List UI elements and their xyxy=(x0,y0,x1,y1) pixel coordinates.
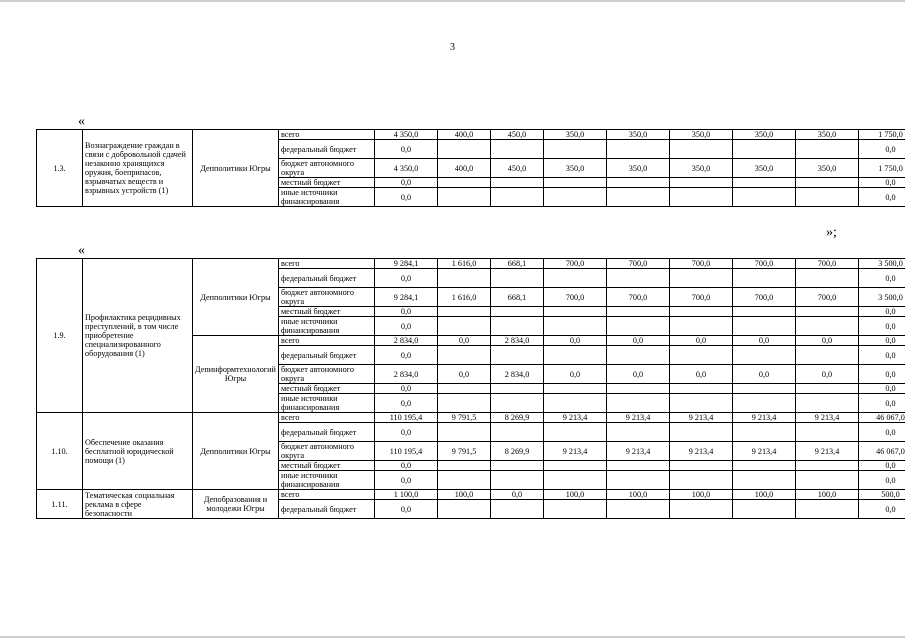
value-cell xyxy=(670,500,733,519)
funding-source-cell: бюджет автономного округа xyxy=(279,442,375,461)
funding-source-cell: бюджет автономного округа xyxy=(279,365,375,384)
value-cell: 0,0 xyxy=(375,346,438,365)
value-cell: 100,0 xyxy=(607,490,670,500)
value-cell xyxy=(544,307,607,317)
funding-source-cell: федеральный бюджет xyxy=(279,346,375,365)
value-cell-total: 0,0 xyxy=(859,140,905,159)
funding-source-cell: всего xyxy=(279,130,375,140)
value-cell: 9 213,4 xyxy=(670,413,733,423)
value-cell xyxy=(670,423,733,442)
responsible-executor: Депобразования и молодежи Югры xyxy=(193,490,279,519)
value-cell xyxy=(544,317,607,336)
value-cell: 700,0 xyxy=(796,259,859,269)
value-cell: 0,0 xyxy=(375,461,438,471)
value-cell: 100,0 xyxy=(733,490,796,500)
value-cell: 9 791,5 xyxy=(438,413,491,423)
value-cell: 110 195,4 xyxy=(375,442,438,461)
value-cell: 4 350,0 xyxy=(375,159,438,178)
value-cell xyxy=(491,471,544,490)
funding-source-cell: федеральный бюджет xyxy=(279,423,375,442)
quote-open-2: « xyxy=(78,243,85,258)
value-cell xyxy=(438,188,491,207)
value-cell: 350,0 xyxy=(733,159,796,178)
measure-name: Тематическая социальная реклама в сфере безопасности xyxy=(83,490,193,519)
value-cell: 100,0 xyxy=(670,490,733,500)
value-cell xyxy=(607,307,670,317)
value-cell: 0,0 xyxy=(375,500,438,519)
value-cell xyxy=(438,178,491,188)
value-cell xyxy=(733,317,796,336)
value-cell: 450,0 xyxy=(491,130,544,140)
table-row xyxy=(37,130,905,140)
measure-name: Профилактика рецидивных преступлений, в том числе приобретение специализированного оборудования (1) xyxy=(83,259,193,413)
value-cell: 350,0 xyxy=(670,130,733,140)
value-cell xyxy=(607,471,670,490)
value-cell xyxy=(438,384,491,394)
value-cell: 2 834,0 xyxy=(491,365,544,384)
table-row xyxy=(37,490,905,500)
table-row xyxy=(37,413,905,423)
table-block-1 xyxy=(36,129,905,207)
value-cell: 350,0 xyxy=(670,159,733,178)
value-cell xyxy=(796,384,859,394)
funding-source-cell: всего xyxy=(279,413,375,423)
value-cell-total: 0,0 xyxy=(859,336,905,346)
funding-source-cell: федеральный бюджет xyxy=(279,500,375,519)
value-cell xyxy=(438,394,491,413)
value-cell xyxy=(796,307,859,317)
value-cell: 0,0 xyxy=(733,336,796,346)
value-cell: 110 195,4 xyxy=(375,413,438,423)
value-cell-total: 0,0 xyxy=(859,178,905,188)
value-cell: 400,0 xyxy=(438,130,491,140)
value-cell xyxy=(670,140,733,159)
value-cell: 0,0 xyxy=(375,188,438,207)
value-cell-total: 0,0 xyxy=(859,365,905,384)
value-cell: 1 100,0 xyxy=(375,490,438,500)
value-cell xyxy=(544,178,607,188)
funding-source-cell: местный бюджет xyxy=(279,307,375,317)
measure-name: Вознаграждение граждан в связи с добровольной сдачей незаконно хранящихся оружия, боеприпасов, взрывчатых веществ и взрывных устройств (1) xyxy=(83,130,193,207)
value-cell: 4 350,0 xyxy=(375,130,438,140)
value-cell xyxy=(438,140,491,159)
value-cell: 400,0 xyxy=(438,159,491,178)
value-cell xyxy=(670,188,733,207)
value-cell: 700,0 xyxy=(544,259,607,269)
measure-name: Обеспечение оказания бесплатной юридической помощи (1) xyxy=(83,413,193,490)
value-cell-total: 1 750,0 xyxy=(859,159,905,178)
value-cell-total: 1 750,0 xyxy=(859,130,905,140)
value-cell xyxy=(796,178,859,188)
value-cell xyxy=(544,269,607,288)
value-cell: 9 213,4 xyxy=(796,413,859,423)
value-cell xyxy=(733,471,796,490)
funding-source-cell: всего xyxy=(279,490,375,500)
value-cell xyxy=(544,500,607,519)
table-block-2 xyxy=(36,258,905,519)
value-cell: 0,0 xyxy=(375,423,438,442)
value-cell xyxy=(607,178,670,188)
funding-source-cell: местный бюджет xyxy=(279,461,375,471)
value-cell: 668,1 xyxy=(491,288,544,307)
value-cell xyxy=(491,394,544,413)
value-cell-total: 0,0 xyxy=(859,317,905,336)
value-cell xyxy=(670,384,733,394)
value-cell: 9 213,4 xyxy=(796,442,859,461)
value-cell: 350,0 xyxy=(544,130,607,140)
value-cell-total: 500,0 xyxy=(859,490,905,500)
row-number: 1.10. xyxy=(37,413,83,490)
value-cell xyxy=(733,394,796,413)
value-cell: 9 213,4 xyxy=(733,413,796,423)
funding-source-cell: бюджет автономного округа xyxy=(279,288,375,307)
value-cell xyxy=(733,423,796,442)
value-cell: 0,0 xyxy=(796,365,859,384)
value-cell: 0,0 xyxy=(544,365,607,384)
value-cell xyxy=(438,346,491,365)
value-cell-total: 0,0 xyxy=(859,384,905,394)
bottom-scan-edge xyxy=(0,636,905,638)
value-cell xyxy=(607,346,670,365)
value-cell-total: 46 067,0 xyxy=(859,442,905,461)
value-cell xyxy=(670,394,733,413)
value-cell xyxy=(544,471,607,490)
value-cell xyxy=(733,178,796,188)
funding-source-cell: всего xyxy=(279,336,375,346)
value-cell-total: 0,0 xyxy=(859,423,905,442)
value-cell: 700,0 xyxy=(670,259,733,269)
funding-source-cell: иные источники финансирования xyxy=(279,471,375,490)
value-cell xyxy=(438,500,491,519)
value-cell-total: 0,0 xyxy=(859,471,905,490)
value-cell: 0,0 xyxy=(544,336,607,346)
value-cell-total: 3 500,0 xyxy=(859,259,905,269)
value-cell: 9 213,4 xyxy=(733,442,796,461)
value-cell: 2 834,0 xyxy=(375,365,438,384)
value-cell: 450,0 xyxy=(491,159,544,178)
value-cell xyxy=(733,346,796,365)
value-cell xyxy=(796,500,859,519)
row-number: 1.11. xyxy=(37,490,83,519)
value-cell xyxy=(733,500,796,519)
value-cell xyxy=(544,140,607,159)
value-cell: 0,0 xyxy=(375,394,438,413)
value-cell xyxy=(670,307,733,317)
value-cell-total: 0,0 xyxy=(859,188,905,207)
value-cell: 100,0 xyxy=(544,490,607,500)
responsible-executor: Депполитики Югры xyxy=(193,130,279,207)
value-cell: 350,0 xyxy=(544,159,607,178)
value-cell: 8 269,9 xyxy=(491,442,544,461)
value-cell xyxy=(438,423,491,442)
value-cell: 0,0 xyxy=(670,365,733,384)
responsible-executor: Депполитики Югры xyxy=(193,259,279,336)
value-cell: 0,0 xyxy=(607,365,670,384)
value-cell xyxy=(733,140,796,159)
value-cell: 350,0 xyxy=(733,130,796,140)
value-cell xyxy=(796,346,859,365)
value-cell: 350,0 xyxy=(607,159,670,178)
value-cell: 2 834,0 xyxy=(375,336,438,346)
value-cell: 0,0 xyxy=(733,365,796,384)
value-cell: 9 213,4 xyxy=(670,442,733,461)
funding-source-cell: иные источники финансирования xyxy=(279,317,375,336)
value-cell: 700,0 xyxy=(796,288,859,307)
value-cell xyxy=(491,307,544,317)
value-cell: 0,0 xyxy=(375,178,438,188)
value-cell: 1 616,0 xyxy=(438,288,491,307)
funding-source-cell: иные источники финансирования xyxy=(279,188,375,207)
value-cell xyxy=(544,384,607,394)
value-cell-total: 0,0 xyxy=(859,500,905,519)
value-cell xyxy=(491,317,544,336)
page-number: 3 xyxy=(450,42,455,53)
value-cell xyxy=(670,471,733,490)
value-cell-total: 46 067,0 xyxy=(859,413,905,423)
value-cell: 0,0 xyxy=(375,140,438,159)
responsible-executor: Депинформтехнологий Югры xyxy=(193,336,279,413)
value-cell xyxy=(796,471,859,490)
value-cell: 0,0 xyxy=(375,471,438,490)
value-cell xyxy=(438,471,491,490)
value-cell: 700,0 xyxy=(544,288,607,307)
value-cell xyxy=(607,269,670,288)
value-cell xyxy=(670,269,733,288)
value-cell: 0,0 xyxy=(375,317,438,336)
value-cell xyxy=(670,461,733,471)
funding-source-cell: федеральный бюджет xyxy=(279,269,375,288)
funding-source-cell: федеральный бюджет xyxy=(279,140,375,159)
value-cell: 0,0 xyxy=(796,336,859,346)
value-cell xyxy=(607,423,670,442)
value-cell: 350,0 xyxy=(607,130,670,140)
value-cell: 350,0 xyxy=(796,159,859,178)
value-cell xyxy=(733,307,796,317)
funding-source-cell: всего xyxy=(279,259,375,269)
value-cell: 0,0 xyxy=(438,336,491,346)
value-cell xyxy=(607,500,670,519)
value-cell xyxy=(607,461,670,471)
value-cell xyxy=(607,188,670,207)
funding-source-cell: бюджет автономного округа xyxy=(279,159,375,178)
value-cell: 100,0 xyxy=(796,490,859,500)
value-cell xyxy=(670,178,733,188)
value-cell xyxy=(796,461,859,471)
value-cell xyxy=(733,384,796,394)
funding-source-cell: местный бюджет xyxy=(279,178,375,188)
value-cell xyxy=(607,394,670,413)
value-cell xyxy=(438,317,491,336)
value-cell-total: 3 500,0 xyxy=(859,288,905,307)
table-row xyxy=(37,259,905,269)
row-number: 1.3. xyxy=(37,130,83,207)
value-cell: 1 616,0 xyxy=(438,259,491,269)
value-cell: 8 269,9 xyxy=(491,413,544,423)
value-cell: 9 284,1 xyxy=(375,288,438,307)
value-cell xyxy=(491,188,544,207)
funding-source-cell: иные источники финансирования xyxy=(279,394,375,413)
value-cell xyxy=(491,178,544,188)
value-cell xyxy=(438,269,491,288)
value-cell xyxy=(544,394,607,413)
value-cell xyxy=(796,269,859,288)
value-cell: 0,0 xyxy=(375,307,438,317)
value-cell-total: 0,0 xyxy=(859,394,905,413)
value-cell-total: 0,0 xyxy=(859,307,905,317)
top-scan-edge xyxy=(0,0,905,2)
value-cell xyxy=(733,461,796,471)
value-cell: 700,0 xyxy=(607,288,670,307)
value-cell: 700,0 xyxy=(670,288,733,307)
value-cell: 9 284,1 xyxy=(375,259,438,269)
value-cell: 2 834,0 xyxy=(491,336,544,346)
value-cell xyxy=(491,423,544,442)
value-cell xyxy=(491,140,544,159)
value-cell xyxy=(491,346,544,365)
value-cell xyxy=(544,188,607,207)
value-cell: 100,0 xyxy=(438,490,491,500)
value-cell xyxy=(491,269,544,288)
value-cell: 668,1 xyxy=(491,259,544,269)
quote-open-1: « xyxy=(78,114,85,129)
value-cell xyxy=(796,140,859,159)
value-cell-total: 0,0 xyxy=(859,346,905,365)
value-cell: 9 213,4 xyxy=(544,413,607,423)
quote-close-1: »; xyxy=(826,225,837,240)
value-cell xyxy=(544,346,607,365)
value-cell xyxy=(796,188,859,207)
value-cell xyxy=(607,317,670,336)
funding-source-cell: местный бюджет xyxy=(279,384,375,394)
value-cell: 9 213,4 xyxy=(607,413,670,423)
value-cell xyxy=(544,423,607,442)
value-cell: 700,0 xyxy=(607,259,670,269)
value-cell xyxy=(796,317,859,336)
value-cell xyxy=(544,461,607,471)
responsible-executor: Депполитики Югры xyxy=(193,413,279,490)
value-cell xyxy=(491,384,544,394)
value-cell xyxy=(491,500,544,519)
value-cell: 0,0 xyxy=(607,336,670,346)
value-cell xyxy=(607,384,670,394)
value-cell xyxy=(491,461,544,471)
value-cell: 9 213,4 xyxy=(544,442,607,461)
value-cell xyxy=(670,346,733,365)
value-cell: 0,0 xyxy=(375,269,438,288)
value-cell: 350,0 xyxy=(796,130,859,140)
value-cell-total: 0,0 xyxy=(859,461,905,471)
value-cell xyxy=(670,317,733,336)
value-cell: 0,0 xyxy=(438,365,491,384)
value-cell: 0,0 xyxy=(670,336,733,346)
row-number: 1.9. xyxy=(37,259,83,413)
value-cell: 700,0 xyxy=(733,259,796,269)
value-cell: 0,0 xyxy=(491,490,544,500)
value-cell: 0,0 xyxy=(375,384,438,394)
value-cell xyxy=(733,269,796,288)
value-cell xyxy=(733,188,796,207)
value-cell xyxy=(438,461,491,471)
value-cell xyxy=(438,307,491,317)
value-cell-total: 0,0 xyxy=(859,269,905,288)
value-cell xyxy=(607,140,670,159)
value-cell xyxy=(796,423,859,442)
value-cell: 700,0 xyxy=(733,288,796,307)
value-cell: 9 791,5 xyxy=(438,442,491,461)
value-cell xyxy=(796,394,859,413)
value-cell: 9 213,4 xyxy=(607,442,670,461)
